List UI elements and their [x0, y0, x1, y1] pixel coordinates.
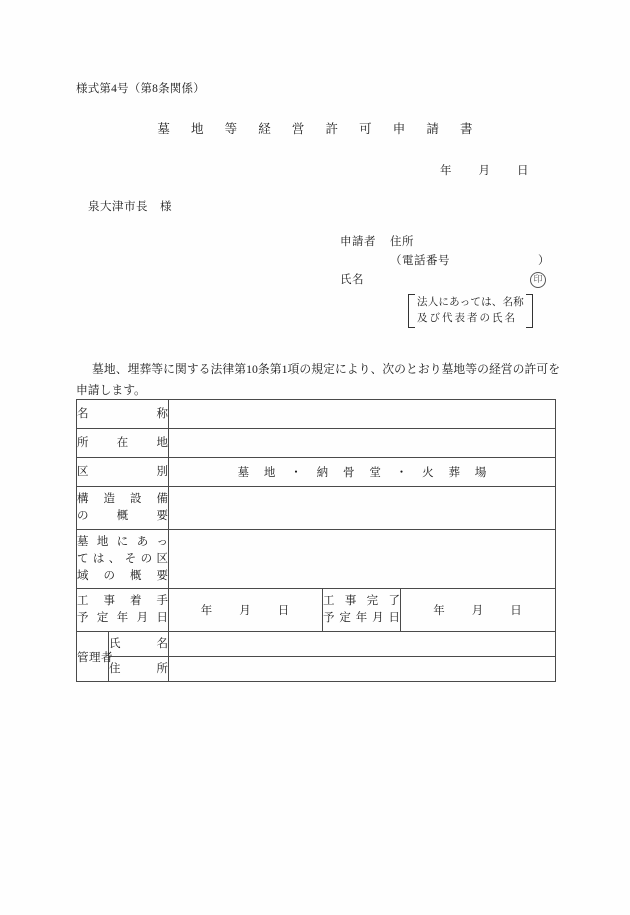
row-label-construction-end [323, 589, 401, 632]
seal-stamp-icon: 印 [530, 272, 546, 288]
applicant-name-label: 氏名 [340, 274, 364, 286]
construction-end-month: 月 [471, 605, 485, 617]
construction-end-day: 日 [510, 605, 523, 617]
construction-end-year: 年 [433, 605, 446, 617]
table-row-area-outline [77, 530, 556, 589]
corporate-name-note [408, 294, 533, 328]
row-label-structure-line1: 構造設備 [77, 493, 168, 505]
applicant-address-row [340, 233, 450, 252]
row-value-area-outline[interactable] [169, 530, 556, 589]
row-label-category: 区別 [77, 458, 169, 487]
table-row-structure [77, 487, 556, 530]
table-row-category [77, 458, 556, 487]
row-value-name[interactable] [169, 400, 556, 429]
construction-start-label-line1: 工事着手 [77, 595, 168, 607]
manager-label: 管理者 [77, 632, 109, 682]
construction-start-label-line2: 予定年月日 [77, 612, 168, 624]
table-row-name [77, 400, 556, 429]
application-details-table [76, 399, 556, 682]
corporate-note-line1: 法人にあっては、名称 [417, 297, 524, 308]
date-month-label: 月 [478, 165, 491, 177]
construction-end-label-line1: 工事完了 [323, 595, 400, 607]
construction-start-date-cell[interactable] [169, 589, 323, 632]
body-paragraph [76, 359, 560, 401]
construction-end-date-cell[interactable] [401, 589, 556, 632]
row-label-area-line1: 墓地にあっ [77, 535, 168, 548]
submission-date-line [440, 162, 530, 178]
construction-start-month: 月 [239, 605, 252, 617]
manager-address-value[interactable] [169, 657, 556, 682]
row-label-construction-start [77, 589, 169, 632]
manager-name-label: 氏名 [109, 632, 169, 657]
row-label-area-outline [77, 530, 169, 589]
row-label-area-line2: ては、その区 [77, 552, 168, 565]
table-row-construction-dates [77, 589, 556, 632]
brace-right-icon [526, 294, 533, 328]
document-title: 墓 地 等 経 営 許 可 申 請 書 [157, 122, 482, 136]
row-label-structure-line2: の 概 要 [77, 510, 168, 522]
manager-address-label: 住所 [109, 657, 169, 682]
applicant-label: 申請者 [340, 236, 376, 248]
construction-end-label-line2: 予定年月日 [323, 612, 400, 624]
date-year-label: 年 [440, 165, 453, 177]
addressee-name: 泉大津市長 [88, 201, 148, 213]
row-label-location: 所在地 [77, 429, 169, 458]
row-value-location[interactable] [169, 429, 556, 458]
table-row-location [77, 429, 556, 458]
row-label-structure [77, 487, 169, 530]
date-day-label: 日 [517, 165, 530, 177]
construction-start-year: 年 [200, 605, 214, 617]
applicant-address-label: 住所 [390, 236, 414, 248]
row-label-name: 名称 [77, 400, 169, 429]
row-label-area-line3: 域の概要 [77, 569, 168, 582]
addressee-honorific: 様 [160, 201, 172, 213]
manager-name-value[interactable] [169, 632, 556, 657]
corporate-note-line2: 及び代表者の氏名 [417, 313, 517, 324]
construction-start-day: 日 [277, 605, 291, 617]
body-paragraph-text: 墓地、埋葬等に関する法律第10条第1項の規定により、次のとおり墓地等の経営の許可を申請します。 [76, 362, 560, 397]
applicant-phone-close-paren: ） [538, 255, 550, 267]
addressee [88, 198, 172, 214]
applicant-block [340, 233, 550, 290]
table-row-manager-address [77, 657, 556, 682]
form-number: 様式第4号（第8条関係） [76, 83, 205, 95]
applicant-phone-label: （電話番号 [390, 255, 450, 267]
applicant-name-row [340, 271, 543, 290]
brace-left-icon [408, 294, 415, 328]
row-value-structure[interactable] [169, 487, 556, 530]
table-row-manager-name [77, 632, 556, 657]
row-value-category[interactable]: 墓 地 ・ 納 骨 堂 ・ 火 葬 場 [169, 458, 556, 487]
applicant-phone-row [340, 252, 550, 271]
